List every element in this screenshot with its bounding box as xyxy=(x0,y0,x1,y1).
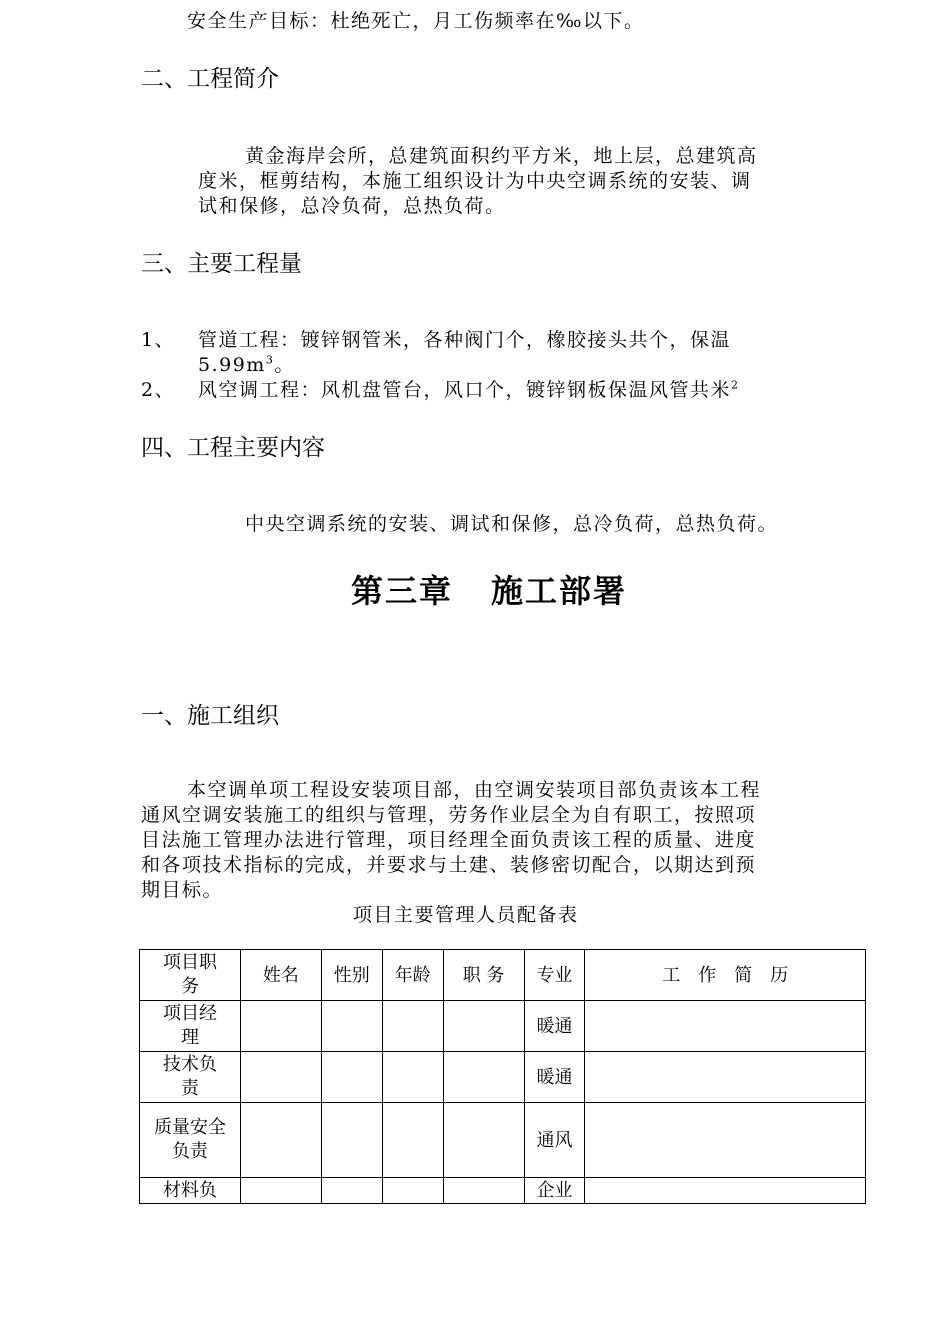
org-line-4: 和各项技术指标的完成，并要求与土建、装修密切配合，以期达到预 xyxy=(141,854,757,876)
insulation-volume: 5.99m xyxy=(198,354,266,376)
superscript: 3 xyxy=(265,353,275,367)
age-cell xyxy=(382,1001,443,1052)
list-item-pipe-works-cont xyxy=(198,350,295,377)
air-conditioning-text: 风空调工程：风机盘管台，风口个，镀锌钢板保温风管共米 xyxy=(198,379,732,401)
section-heading-quantities: 三、主要工程量 xyxy=(141,251,302,277)
age-cell xyxy=(382,1103,443,1178)
title-cell xyxy=(443,1001,524,1052)
name-cell xyxy=(240,1001,321,1052)
role-cell: 材料负 xyxy=(140,1178,241,1204)
title-cell xyxy=(443,1178,524,1204)
punctuation: 。 xyxy=(274,354,295,376)
table-row xyxy=(140,1178,866,1204)
title-cell xyxy=(443,1052,524,1103)
header-age: 年龄 xyxy=(382,950,443,1001)
chapter-number: 第三章 xyxy=(351,572,454,610)
superscript: 2 xyxy=(731,378,740,392)
org-line-5: 期目标。 xyxy=(141,879,224,901)
history-cell xyxy=(585,1103,866,1178)
table-row xyxy=(140,1103,866,1178)
major-cell: 暖通 xyxy=(524,1052,585,1103)
gender-cell xyxy=(321,1001,382,1052)
name-cell xyxy=(240,1178,321,1204)
history-cell xyxy=(585,1052,866,1103)
org-line-1: 本空调单项工程设安装项目部，由空调安装项目部负责该本工程 xyxy=(187,779,762,801)
table-header-row xyxy=(140,950,866,1001)
gender-cell xyxy=(321,1103,382,1178)
main-content-text: 中央空调系统的安装、调试和保修，总冷负荷，总热负荷。 xyxy=(245,513,779,535)
gender-cell xyxy=(321,1178,382,1204)
header-title: 职 务 xyxy=(443,950,524,1001)
section-heading-project-intro: 二、工程简介 xyxy=(141,66,279,92)
history-cell xyxy=(585,1001,866,1052)
header-gender: 性别 xyxy=(321,950,382,1001)
list-item-pipe-works: 管道工程：镀锌钢管米，各种阀门个，橡胶接头共个，保温 xyxy=(198,329,732,351)
safety-target-line: 安全生产目标：杜绝死亡，月工伤频率在‰以下。 xyxy=(187,10,645,32)
intro-line-3: 试和保修，总冷负荷，总热负荷。 xyxy=(198,195,506,217)
section-heading-main-content: 四、工程主要内容 xyxy=(141,435,325,461)
age-cell xyxy=(382,1178,443,1204)
age-cell xyxy=(382,1052,443,1103)
role-cell xyxy=(140,1103,241,1178)
chapter-title: 施工部署 xyxy=(491,572,628,610)
gender-cell xyxy=(321,1052,382,1103)
header-name: 姓名 xyxy=(240,950,321,1001)
list-item-air-conditioning xyxy=(198,375,740,402)
section-heading-organization: 一、施工组织 xyxy=(141,703,279,729)
name-cell xyxy=(240,1103,321,1178)
table-row xyxy=(140,1052,866,1103)
header-work-history: 工 作 简 历 xyxy=(585,950,866,1001)
list-item-number: 2、 xyxy=(141,379,176,401)
history-cell xyxy=(585,1178,866,1204)
major-cell: 企业 xyxy=(524,1178,585,1204)
name-cell xyxy=(240,1052,321,1103)
major-cell: 通风 xyxy=(524,1103,585,1178)
role-text: 质量安全负责 xyxy=(153,1117,226,1162)
header-position: 项目职务 xyxy=(140,950,241,1001)
list-item-number: 1、 xyxy=(141,329,176,351)
role-cell: 技术负责 xyxy=(140,1052,241,1103)
table-caption: 项目主要管理人员配备表 xyxy=(353,904,579,926)
intro-line-2: 度米，框剪结构，本施工组织设计为中央空调系统的安装、调 xyxy=(198,170,752,192)
org-line-3: 目法施工管理办法进行管理，项目经理全面负责该工程的质量、进度 xyxy=(141,829,757,851)
title-cell xyxy=(443,1103,524,1178)
major-cell: 暖通 xyxy=(524,1001,585,1052)
role-cell: 项目经理 xyxy=(140,1001,241,1052)
header-major: 专业 xyxy=(524,950,585,1001)
table-row xyxy=(140,1001,866,1052)
org-line-2: 通风空调安装施工的组织与管理，劳务作业层全为自有职工，按照项 xyxy=(141,804,757,826)
staff-table xyxy=(139,949,866,1204)
intro-line-1: 黄金海岸会所，总建筑面积约平方米，地上层，总建筑高 xyxy=(245,145,758,167)
